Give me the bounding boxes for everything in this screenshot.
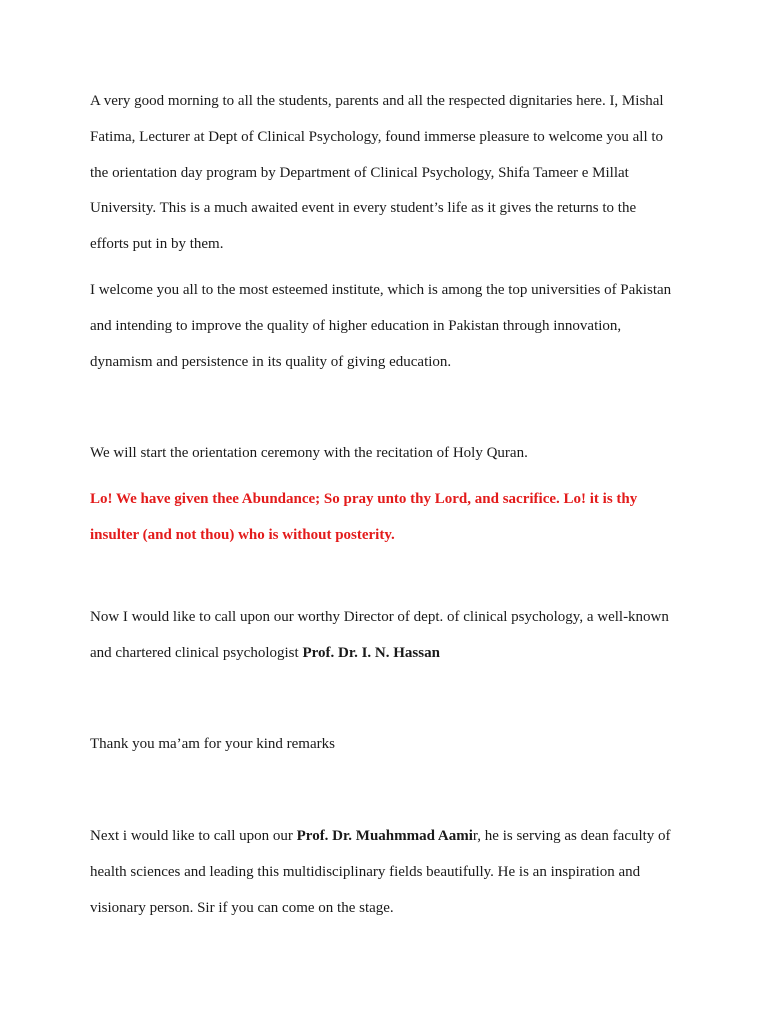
director-line [90, 636, 690, 672]
institute-line: dynamism and persistence in its quality of giving education. [90, 353, 452, 370]
welcome-line: University. This is a much awaited event in every student’s life as it gives the returns to the [90, 200, 637, 217]
institute-paragraph [90, 273, 690, 380]
welcome-line: Fatima, Lecturer at Dept of Clinical Psychology, found immerse pleasure to welcome you all to [90, 128, 664, 145]
quran-line: insulter (and not thou) who is without posterity. [90, 526, 395, 543]
dean-name: Prof. Dr. Muahmmad Aami [296, 828, 473, 844]
welcome-paragraph [90, 84, 690, 263]
dean-line: visionary person. Sir if you can come on the stage. [90, 899, 394, 916]
recitation-line: We will start the orientation ceremony with the recitation of Holy Quran. [90, 445, 528, 461]
dean-line: health sciences and leading this multidisciplinary fields beautifully. He is an inspiration and [90, 863, 641, 880]
quran-quote [90, 482, 690, 554]
dean-line [90, 819, 690, 855]
thanks-line: Thank you ma’am for your kind remarks [90, 736, 335, 752]
recitation-paragraph [90, 436, 690, 472]
dean-line-suffix: r, he is serving as dean faculty of [472, 828, 671, 844]
welcome-line: efforts put in by them. [90, 236, 224, 253]
welcome-line: A very good morning to all the students, parents and all the respected dignitaries here. I, Mishal [90, 93, 664, 109]
thanks-paragraph [90, 727, 690, 763]
director-line-prefix: and chartered clinical psychologist [90, 644, 303, 661]
institute-line: and intending to improve the quality of higher education in Pakistan through innovation, [90, 317, 622, 334]
director-name: Prof. Dr. I. N. Hassan [302, 644, 440, 661]
dean-paragraph [90, 819, 690, 926]
director-paragraph [90, 600, 690, 672]
quran-line: Lo! We have given thee Abundance; So pray unto thy Lord, and sacrifice. Lo! it is thy [90, 491, 638, 507]
dean-line-prefix: Next i would like to call upon our [90, 828, 297, 844]
institute-line: I welcome you all to the most esteemed institute, which is among the top universities of Pakistan [90, 282, 672, 298]
welcome-line: the orientation day program by Department of Clinical Psychology, Shifa Tameer e Millat [90, 164, 629, 181]
director-line: Now I would like to call upon our worthy Director of dept. of clinical psychology, a well-known [90, 609, 669, 625]
